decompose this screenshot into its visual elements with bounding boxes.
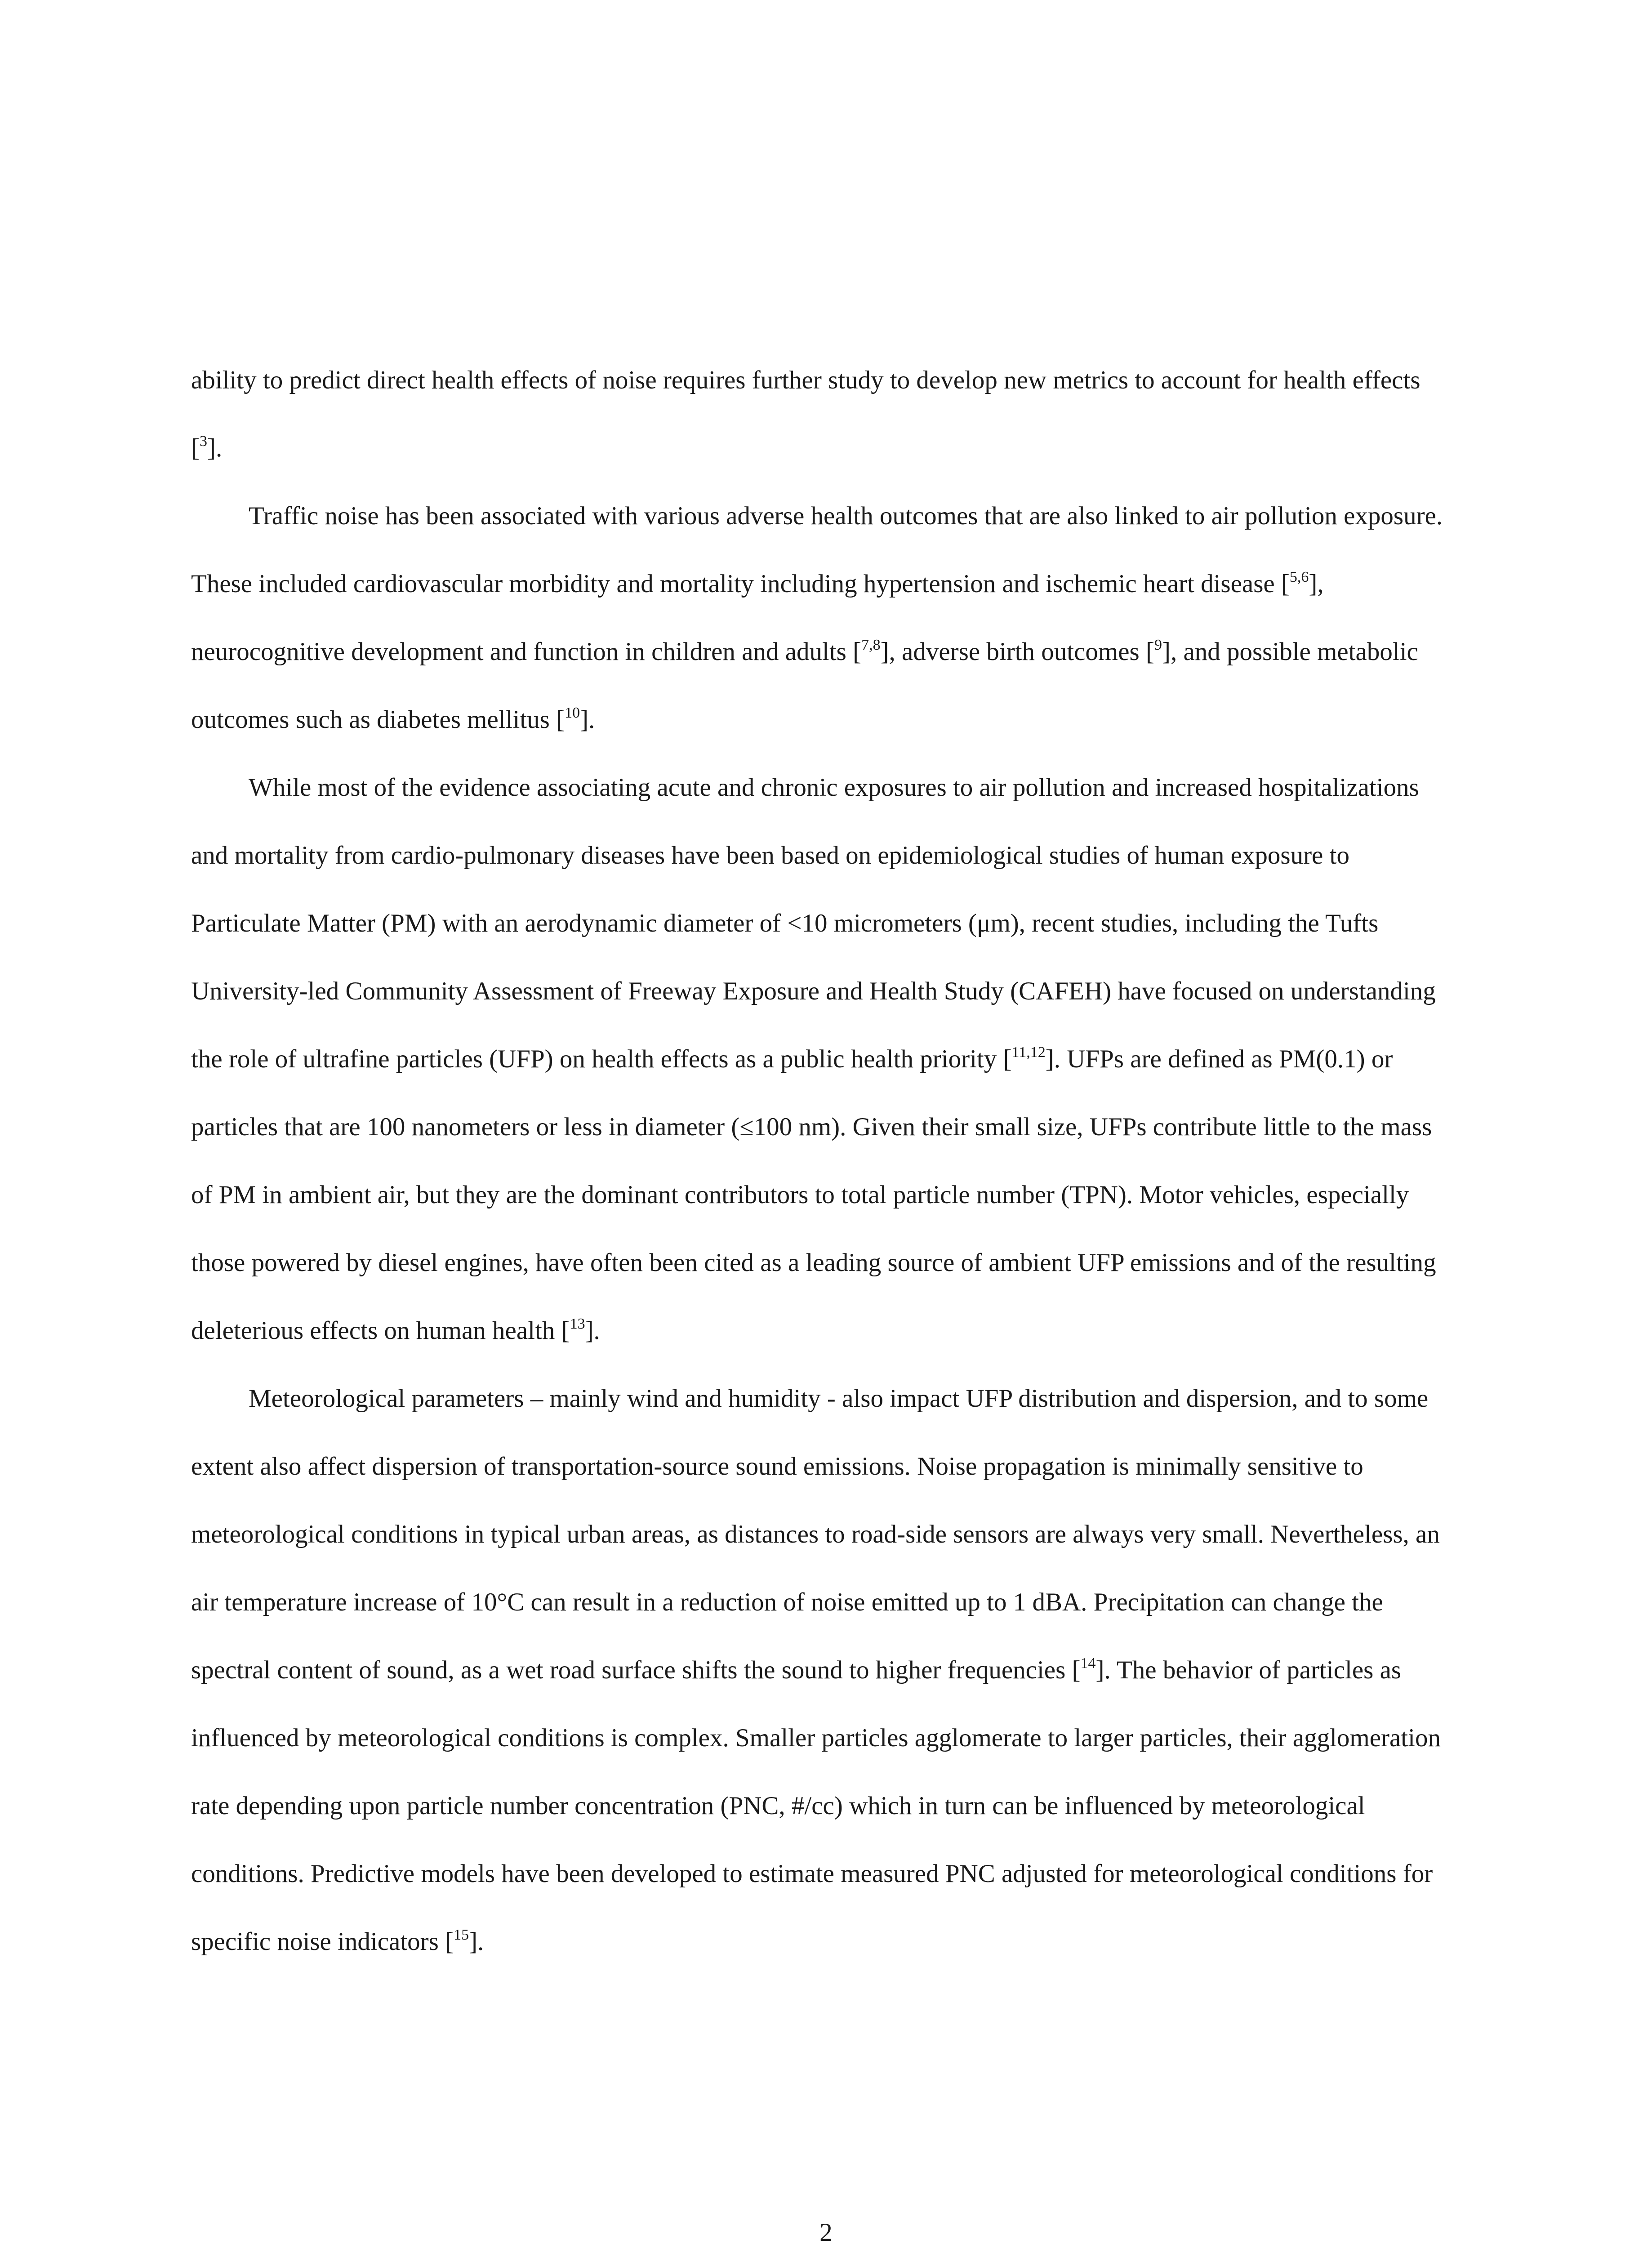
text-run: While most of the evidence associating acute and chronic exposures to air pollution and increased hospitalizations and mortality from cardio-pulmonary diseases have been based on epidemiological studies of human exposure to Particulate Matter (PM) with an aerodynamic diameter of <10 micrometers (μm), recent studies, including the Tufts University-led Community Assessment of Freeway Exposure and Health Study (CAFEH) have focused on understanding the role of ultrafine particles (UFP) on health effects as a public health priority [	[191, 773, 1436, 1073]
citation-reference: 14	[1080, 1655, 1096, 1672]
paragraph-meteorological-parameters	[191, 1365, 1445, 1976]
text-run: Traffic noise has been associated with various adverse health outcomes that are also linked to air pollution exposure. These included cardiovascular morbidity and mortality including hypertension and ischemic heart disease [	[191, 502, 1443, 598]
citation-reference: 5,6	[1289, 569, 1309, 585]
text-run: ].	[207, 434, 223, 462]
paragraph-health-outcomes	[191, 482, 1445, 754]
paragraph-ultrafine-particles	[191, 754, 1445, 1365]
text-run: ability to predict direct health effects of noise requires further study to develop new metrics to account for health effects [	[191, 366, 1420, 462]
citation-reference: 9	[1154, 637, 1162, 653]
text-run: ]. UFPs are defined as PM(0.1) or particles that are 100 nanometers or less in diameter (≤100 nm). Given their small size, UFPs contribute little to the mass of PM in ambient air, but they are the dominant contributors to total particle number (TPN). Motor vehicles, especially those powered by diesel engines, have often been cited as a leading source of ambient UFP emissions and of the resulting deleterious effects on human health [	[191, 1045, 1436, 1345]
text-run: ].	[580, 705, 595, 734]
text-run: ]. The behavior of particles as influenced by meteorological conditions is complex. Smaller particles agglomerate to larger particles, their agglomeration rate depending upon particle number concentration (PNC, #/cc) which in turn can be influenced by meteorological conditions. Predictive models have been developed to estimate measured PNC adjusted for meteorological conditions for specific noise indicators [	[191, 1656, 1441, 1956]
citation-reference: 11,12	[1011, 1044, 1046, 1061]
citation-reference: 10	[565, 705, 580, 721]
citation-reference: 3	[199, 433, 207, 450]
text-run: ], adverse birth outcomes [	[880, 638, 1154, 666]
citation-reference: 7,8	[861, 637, 881, 653]
citation-reference: 15	[454, 1927, 469, 1943]
text-run: Meteorological parameters – mainly wind and humidity - also impact UFP distribution and dispersion, and to some extent also affect dispersion of transportation-source sound emissions. Noise propagation is minimally sensitive to meteorological conditions in typical urban areas, as distances to road-side sensors are always very small. Nevertheless, an air temperature increase of 10°C can result in a reduction of noise emitted up to 1 dBA. Precipitation can change the spectral content of sound, as a wet road surface shifts the sound to higher frequencies [	[191, 1384, 1440, 1684]
citation-reference: 13	[570, 1316, 585, 1332]
text-run: ], and possible metabolic outcomes such as diabetes mellitus [	[191, 638, 1418, 734]
page-number: 2	[819, 2218, 833, 2247]
text-run: ].	[469, 1927, 484, 1956]
paragraph-noise-metrics	[191, 346, 1445, 482]
text-run: ].	[585, 1316, 600, 1345]
body-text	[191, 346, 1445, 1976]
text-run: ], neurocognitive development and function in children and adults [	[191, 570, 1324, 666]
